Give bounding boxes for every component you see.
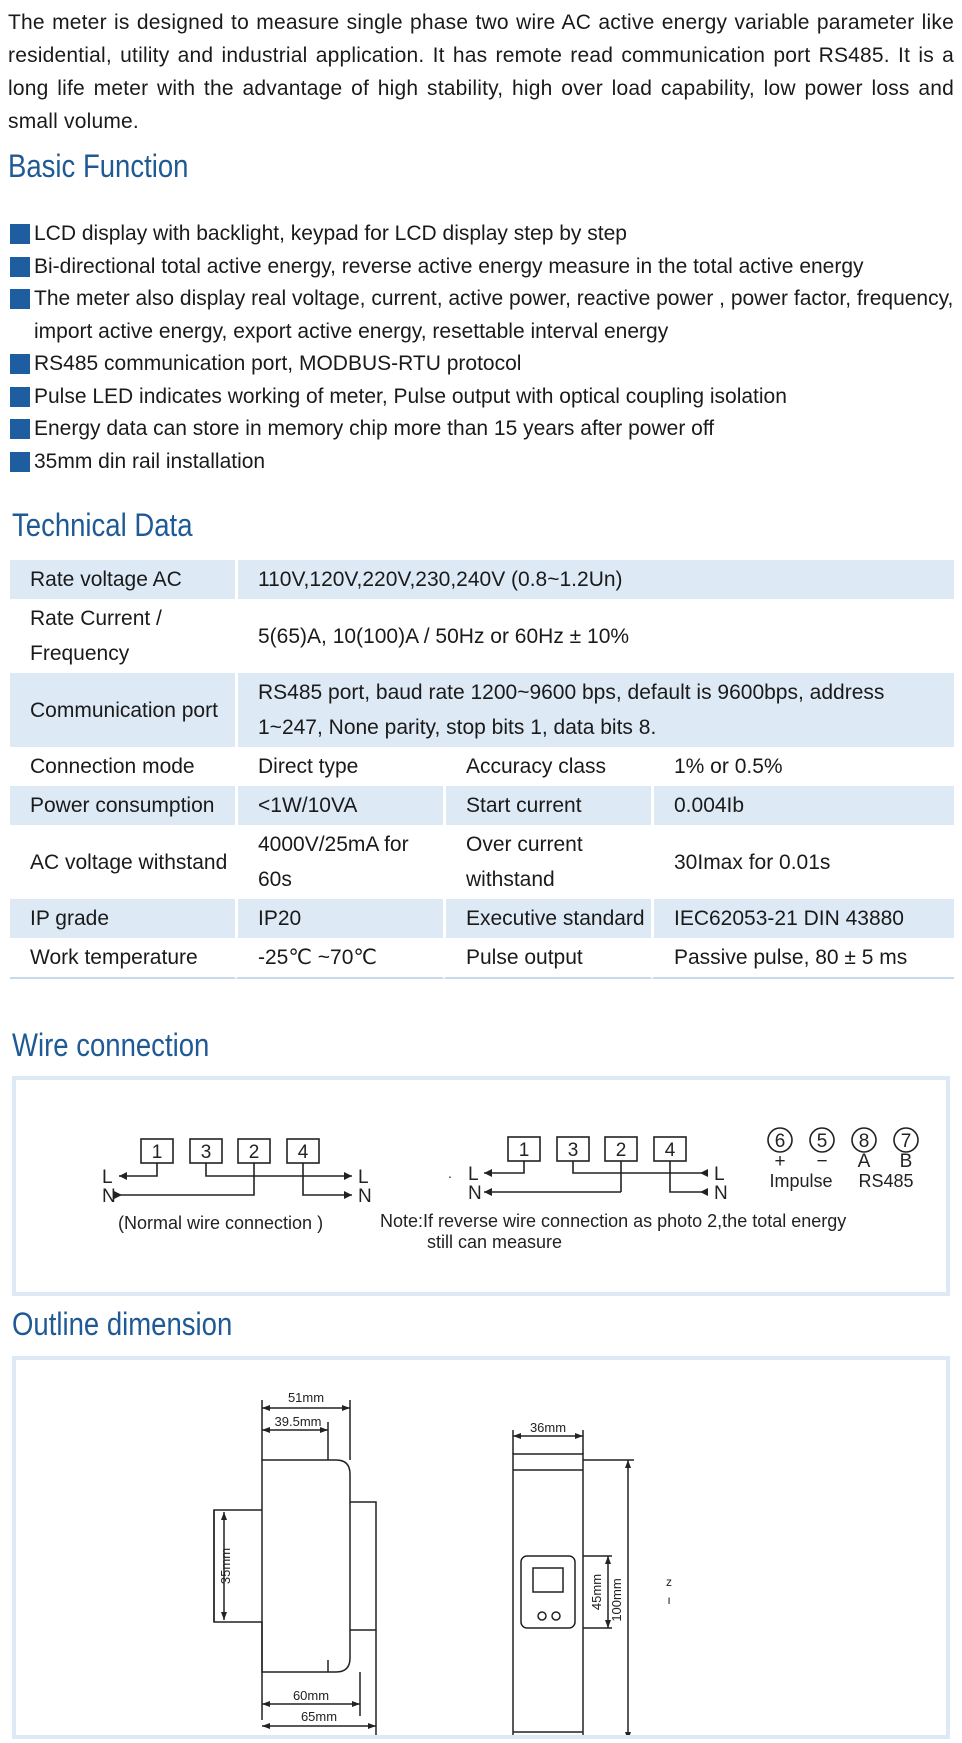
dim-60mm: 60mm [292, 1688, 330, 1703]
bullet-square-icon [10, 452, 30, 472]
b-label: B [899, 1151, 913, 1172]
intro-paragraph: The meter is designed to measure single phase two wire AC active energy variable parameter like residential, utility and industrial application. It has remote read communication port RS485. It is a long life meter with the advantage of high stability, high over load capability, low power loss and small volume. [8, 11, 954, 133]
row-value: IP20 [235, 899, 443, 938]
bullet-square-icon [10, 289, 30, 309]
minus-label: − [816, 1151, 828, 1172]
rs-terminal-label: 7 [900, 1131, 912, 1152]
row-label: IP grade [10, 899, 235, 938]
a-label: A [857, 1151, 871, 1172]
feature-list [8, 218, 958, 478]
feature-item: Bi-directional total active energy, reverse active energy measure in the total active energy [8, 251, 958, 284]
impulse-label: Impulse [769, 1171, 833, 1191]
line-label: L [102, 1167, 113, 1188]
normal-wire-caption: (Normal wire connection ) [118, 1213, 324, 1233]
row-value: 110V,120V,220V,230,240V (0.8~1.2Un) [235, 560, 954, 599]
neutral-label: N [468, 1183, 482, 1204]
edge-glyph: ı [667, 1593, 671, 1607]
wire-connection-diagram [16, 1080, 946, 1292]
row-value: Passive pulse, 80 ± 5 ms [651, 938, 954, 979]
terminal-label: 4 [664, 1140, 676, 1161]
row-value: 5(65)A, 10(100)A / 50Hz or 60Hz ± 10% [235, 599, 954, 673]
bullet-square-icon [10, 257, 30, 277]
dim-100mm: 100mm [609, 1578, 624, 1622]
row-value: -25℃ ~70℃ [235, 938, 443, 979]
terminal-label: 4 [297, 1142, 309, 1163]
bullet-square-icon [10, 387, 30, 407]
edge-glyph: z [666, 1575, 672, 1589]
wire-connection-box [12, 1076, 950, 1296]
table-row [10, 786, 954, 825]
section-title-technical-data: Technical Data [12, 507, 193, 543]
bullet-square-icon [10, 224, 30, 244]
row-label: Rate Current / Frequency [30, 607, 162, 665]
section-title-basic-function: Basic Function [8, 148, 189, 184]
feature-item: Energy data can store in memory chip more than 15 years after power off [8, 413, 958, 446]
row-value: RS485 port, baud rate 1200~9600 bps, default is 9600bps, address 1~247, None parity, stop bits 1, data bits 8. [235, 673, 954, 747]
terminal-label: 2 [615, 1140, 627, 1161]
section-title-outline-dimension: Outline dimension [12, 1306, 233, 1342]
outline-dimension-box [12, 1356, 950, 1739]
feature-item: 35mm din rail installation [8, 446, 958, 479]
neutral-label: N [358, 1186, 372, 1207]
feature-item: LCD display with backlight, keypad for LCD display step by step [8, 218, 958, 251]
row-label: Connection mode [30, 755, 195, 778]
dim-35mm: 35mm [218, 1547, 233, 1585]
row-label: Start current [443, 786, 651, 825]
table-row [10, 938, 954, 979]
terminal-label: 3 [200, 1142, 212, 1163]
line-label: L [714, 1164, 725, 1185]
rs-terminal-label: 6 [774, 1131, 786, 1152]
row-label: Over current withstand [443, 825, 651, 899]
line-label: L [358, 1167, 369, 1188]
row-value: IEC62053-21 DIN 43880 [651, 899, 954, 938]
table-row [10, 899, 954, 938]
section-title-wire-connection: Wire connection [12, 1027, 210, 1063]
dim-36mm: 36mm [529, 1420, 567, 1435]
row-label: Power consumption [10, 786, 235, 825]
technical-data-table [10, 560, 954, 979]
bullet-square-icon [10, 354, 30, 374]
dim-65mm: 65mm [300, 1709, 338, 1724]
row-value: 1% or 0.5% [651, 747, 954, 786]
dim-39-5mm: 39.5mm [274, 1414, 322, 1429]
table-row [10, 747, 954, 786]
reverse-note-line2: still can measure [427, 1232, 563, 1252]
terminal-label: 1 [518, 1140, 530, 1161]
terminal-label: 1 [151, 1142, 163, 1163]
dim-45mm: 45mm [589, 1573, 604, 1611]
stray-dot: . [448, 1165, 452, 1181]
row-value: 0.004Ib [651, 786, 954, 825]
row-value: 4000V/25mA for 60s [235, 825, 443, 899]
outline-dimension-drawing [16, 1360, 946, 1735]
terminal-label: 2 [248, 1142, 260, 1163]
neutral-label: N [102, 1186, 116, 1207]
line-label: L [468, 1164, 479, 1185]
feature-item: The meter also display real voltage, current, active power, reactive power , power factor, frequency, import active energy, export active energy, resettable interval energy [8, 283, 958, 348]
dim-51mm: 51mm [287, 1390, 325, 1405]
row-label: AC voltage withstand [30, 850, 228, 874]
row-label: Rate voltage AC [10, 560, 235, 599]
plus-label: + [774, 1151, 786, 1172]
rs485-label: RS485 [858, 1171, 914, 1191]
row-label: Pulse output [443, 938, 651, 979]
table-row [10, 825, 954, 899]
terminal-label: 3 [567, 1140, 579, 1161]
table-row [10, 560, 954, 599]
neutral-label: N [714, 1183, 728, 1204]
rs-terminal-label: 5 [816, 1131, 828, 1152]
reverse-note-line1: Note:If reverse wire connection as photo 2,the total energy [380, 1211, 847, 1231]
rs-terminal-label: 8 [858, 1131, 870, 1152]
row-value: Direct type [235, 747, 443, 786]
row-value: 30Imax for 0.01s [651, 825, 954, 899]
feature-item: Pulse LED indicates working of meter, Pulse output with optical coupling isolation [8, 381, 958, 414]
row-label: Executive standard [443, 899, 651, 938]
bullet-square-icon [10, 419, 30, 439]
table-row [10, 599, 954, 673]
row-value: <1W/10VA [235, 786, 443, 825]
table-row [10, 673, 954, 747]
row-label: Accuracy class [443, 747, 651, 786]
feature-item: RS485 communication port, MODBUS-RTU protocol [8, 348, 958, 381]
row-label: Communication port [10, 673, 235, 747]
row-label: Work temperature [10, 938, 235, 979]
